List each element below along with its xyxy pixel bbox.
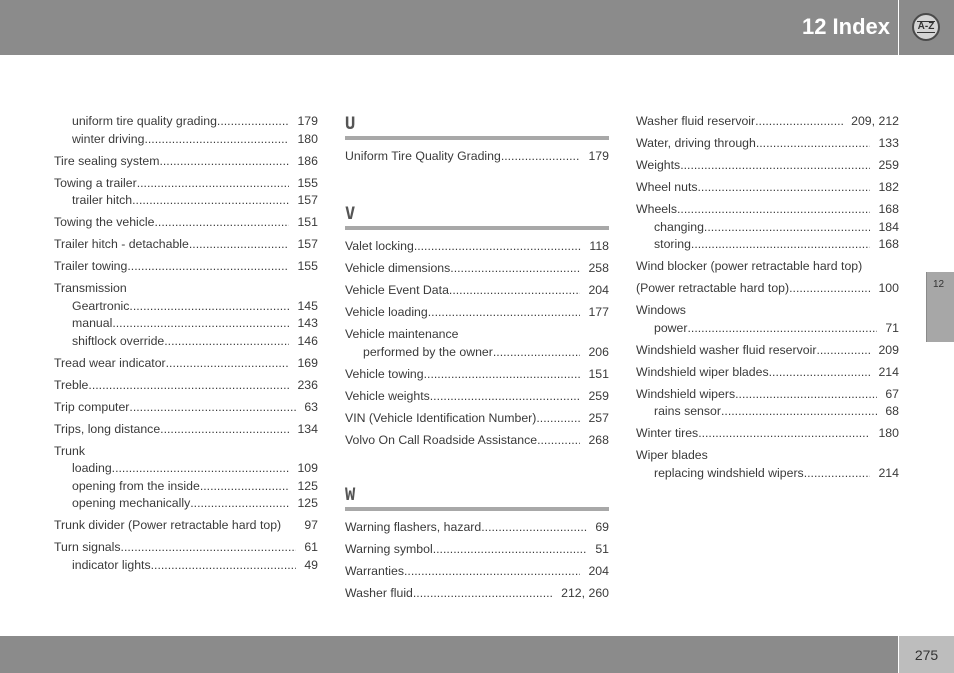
dot-leader [132, 192, 289, 210]
index-entry[interactable] [54, 557, 318, 575]
dot-leader [189, 236, 290, 254]
dot-leader [121, 539, 297, 557]
index-entry-page[interactable]: 134 [297, 421, 318, 436]
dot-leader [493, 344, 581, 362]
page-title: 12 Index [801, 14, 890, 39]
index-entry[interactable] [54, 175, 318, 193]
index-entry-page[interactable]: 118 [589, 239, 609, 253]
index-entry[interactable] [636, 280, 899, 298]
index-entry[interactable] [54, 421, 318, 439]
index-entry[interactable] [345, 410, 609, 428]
index-entry-page[interactable]: 168 [878, 202, 899, 216]
index-entry[interactable] [636, 302, 899, 320]
index-entry-label: Towing a trailer [54, 175, 137, 190]
index-entry-label: Washer fluid [345, 586, 413, 600]
dot-leader [112, 460, 290, 478]
dot-leader [721, 403, 877, 421]
dot-leader [680, 157, 870, 175]
index-entry[interactable] [636, 425, 899, 443]
index-entry-label: Valet locking [345, 239, 414, 253]
index-entry-label: shiftlock override [72, 333, 165, 348]
index-entry-page[interactable]: 155 [297, 259, 318, 273]
index-entry-page[interactable]: 236 [297, 377, 318, 392]
dot-leader [450, 260, 580, 278]
index-entry-page[interactable]: 257 [588, 411, 609, 425]
index-entry[interactable] [345, 344, 609, 362]
index-entry-label: Water, driving through [636, 136, 756, 150]
index-entry-page[interactable]: 63 [304, 399, 318, 414]
dot-leader [537, 432, 580, 450]
index-entry-label: storing [654, 237, 691, 251]
index-entry-page[interactable]: 214 [878, 465, 899, 480]
index-entry-page[interactable]: 259 [588, 389, 609, 403]
dot-leader [704, 219, 871, 237]
dot-leader [481, 519, 587, 537]
index-entry-page[interactable]: 182 [878, 180, 899, 194]
index-entry[interactable] [54, 377, 318, 395]
index-entry[interactable] [636, 201, 899, 219]
index-entry-label: Turn signals [54, 540, 121, 554]
dot-leader [112, 315, 289, 333]
dot-leader [501, 148, 581, 166]
index-entry-label: Treble [54, 377, 89, 392]
index-entry-label: Wiper blades [636, 448, 708, 462]
index-entry[interactable] [636, 157, 899, 175]
index-entry-page[interactable]: 212, 260 [561, 586, 609, 600]
index-entry[interactable] [345, 304, 609, 322]
dot-leader [691, 236, 871, 254]
index-entry[interactable] [345, 148, 609, 166]
index-entry-label: Wheels [636, 202, 678, 216]
dot-leader [536, 410, 580, 428]
index-entry[interactable] [54, 153, 318, 171]
index-entry[interactable] [54, 298, 318, 316]
page-header [0, 0, 898, 55]
index-entry-page[interactable]: 71 [885, 320, 899, 335]
dot-leader [769, 364, 871, 382]
index-entry[interactable] [345, 388, 609, 406]
index-entry-label: Trailer towing [54, 259, 128, 273]
index-entry-label: Trunk [54, 443, 85, 458]
index-entry-page[interactable]: 125 [297, 496, 318, 510]
dot-leader [154, 214, 289, 232]
index-entry-label: Trailer hitch - detachable [54, 237, 189, 251]
dot-leader [159, 153, 289, 171]
index-entry-label: Winter tires [636, 426, 699, 440]
index-entry-page[interactable]: 184 [878, 219, 899, 234]
index-entry-label: Uniform Tire Quality Grading [345, 149, 501, 163]
index-entry-label: Washer fluid reservoir [636, 114, 756, 128]
dot-leader [413, 585, 553, 603]
index-entry-label: Vehicle loading [345, 305, 428, 319]
index-entry-label: power [654, 320, 688, 335]
index-entry-page[interactable]: 109 [297, 461, 318, 475]
index-entry-label: Warning symbol [345, 542, 433, 556]
index-entry[interactable] [345, 519, 609, 537]
index-entry-label: Wheel nuts [636, 180, 698, 194]
index-entry-page[interactable]: 179 [297, 114, 318, 128]
dot-leader [200, 478, 290, 496]
index-entry-label: Warranties [345, 564, 404, 578]
dot-leader [698, 425, 870, 443]
index-entry[interactable] [54, 258, 318, 276]
dot-leader [166, 355, 290, 373]
index-entry-page[interactable]: 68 [885, 404, 899, 418]
dot-leader [789, 280, 870, 298]
index-entry-label: Windshield wipers [636, 386, 736, 401]
dot-leader [217, 113, 290, 131]
index-entry[interactable] [636, 258, 899, 276]
index-entry-label: opening from the inside [72, 478, 200, 493]
index-entry-label: winter driving [72, 131, 145, 146]
index-entry[interactable] [54, 517, 318, 535]
dot-leader [129, 399, 296, 417]
index-entry[interactable] [636, 447, 899, 465]
index-entry-label: Warning flashers, hazard [345, 520, 482, 534]
dot-leader [735, 386, 877, 404]
index-entry[interactable] [345, 563, 609, 581]
index-entry-label: performed by the owner [363, 345, 493, 359]
index-entry-label: Windshield wiper blades [636, 364, 769, 379]
index-entry[interactable] [54, 131, 318, 149]
index-entry-label: rains sensor [654, 404, 721, 418]
index-entry-page[interactable]: 259 [878, 158, 899, 172]
index-entry[interactable] [54, 399, 318, 417]
index-entry[interactable] [54, 355, 318, 373]
index-entry[interactable] [345, 238, 609, 256]
header-icon-area [899, 0, 954, 55]
index-entry[interactable] [345, 541, 609, 559]
index-entry[interactable] [636, 113, 899, 131]
index-entry-label: uniform tire quality grading [72, 114, 217, 128]
index-entry[interactable] [345, 260, 609, 278]
index-entry[interactable] [636, 465, 899, 483]
dot-leader [756, 135, 871, 153]
index-entry-page[interactable]: 61 [304, 540, 318, 554]
index-entry-label: Volvo On Call Roadside Assistance [345, 433, 538, 447]
index-entry[interactable] [636, 219, 899, 237]
index-entry-page[interactable]: 51 [595, 542, 609, 556]
index-entry-label: Geartronic [72, 298, 130, 313]
dot-leader [144, 131, 289, 149]
index-entry-page[interactable]: 186 [297, 153, 318, 168]
index-entry-page[interactable]: 157 [297, 237, 318, 251]
index-entry-page[interactable]: 168 [878, 237, 899, 251]
section-letter-v: V [345, 204, 609, 230]
index-entry-label: Towing the vehicle [54, 215, 155, 229]
index-entry-page[interactable]: 180 [297, 131, 318, 146]
index-entry[interactable] [54, 495, 318, 513]
index-entry-label: Vehicle towing [345, 367, 424, 381]
index-entry-label: loading [72, 461, 112, 475]
index-entry-page[interactable]: 209 [878, 342, 899, 357]
dot-leader [404, 563, 580, 581]
index-entry[interactable] [636, 320, 899, 338]
index-entry[interactable] [54, 236, 318, 254]
index-entry-label: trailer hitch [72, 193, 133, 207]
index-entry-label: Tire sealing system [54, 153, 160, 168]
index-entry-label: Vehicle Event Data [345, 283, 449, 297]
index-entry-page[interactable]: 100 [878, 281, 899, 295]
dot-leader [137, 175, 290, 193]
index-entry-label: manual [72, 316, 113, 330]
dot-leader [129, 298, 289, 316]
index-entry-page[interactable]: 179 [588, 149, 609, 163]
index-entry-page[interactable]: 67 [885, 386, 899, 401]
index-entry[interactable] [636, 236, 899, 254]
index-entry-label: Trip computer [54, 399, 130, 414]
section-letter-u: U [345, 114, 609, 140]
index-entry[interactable] [54, 214, 318, 232]
index-entry-label: (Power retractable hard top) [636, 281, 790, 295]
dot-leader [164, 333, 289, 351]
dot-leader [127, 258, 289, 276]
index-entry-label: Wind blocker (power retractable hard top) [636, 259, 863, 273]
dot-leader [804, 465, 871, 483]
index-entry-label: Weights [636, 158, 681, 172]
index-entry-label: Trunk divider (Power retractable hard top) [54, 518, 282, 532]
index-entry-page[interactable]: 268 [588, 433, 609, 447]
index-entry-page[interactable]: 258 [588, 261, 609, 275]
index-entry-page[interactable]: 169 [297, 355, 318, 370]
index-entry-page[interactable]: 151 [588, 367, 609, 381]
index-entry-page[interactable]: 155 [297, 175, 318, 190]
index-entry-page[interactable]: 125 [297, 478, 318, 493]
dot-leader [414, 238, 582, 256]
dot-leader [88, 377, 289, 395]
index-entry-label: Transmission [54, 281, 127, 295]
index-entry-page[interactable]: 151 [297, 215, 318, 229]
index-entry[interactable] [636, 386, 899, 404]
page-footer [0, 636, 898, 673]
index-entry[interactable] [54, 443, 318, 461]
index-entry[interactable] [636, 135, 899, 153]
index-entry-page[interactable]: 177 [588, 305, 609, 319]
index-entry-page[interactable]: 145 [297, 298, 318, 313]
index-entry-page[interactable]: 206 [588, 345, 609, 359]
dot-leader [433, 541, 588, 559]
index-entry[interactable] [54, 333, 318, 351]
section-letter-w: W [345, 485, 609, 511]
index-entry-page[interactable]: 204 [588, 283, 609, 297]
index-entry-label: Vehicle maintenance [345, 327, 459, 341]
dot-leader [677, 201, 870, 219]
dot-leader [424, 366, 581, 384]
index-entry[interactable] [54, 113, 318, 131]
index-entry-page[interactable]: 214 [878, 364, 899, 379]
index-entry[interactable] [345, 585, 609, 603]
index-entry[interactable] [345, 366, 609, 384]
chapter-tab-label: 12 [933, 279, 945, 290]
a-z-index-icon: A-Z [912, 13, 940, 41]
dot-leader [190, 495, 289, 513]
index-entry[interactable] [345, 326, 609, 344]
index-entry-label: Windows [636, 303, 686, 317]
index-entry-label: replacing windshield wipers [654, 465, 804, 480]
index-entry-page[interactable]: 133 [878, 136, 899, 150]
dot-leader [698, 179, 871, 197]
dot-leader [755, 113, 843, 131]
index-entry-page[interactable]: 209, 212 [851, 114, 899, 128]
index-entry-label: opening mechanically [72, 496, 191, 510]
dot-leader [449, 282, 581, 300]
index-entry-page[interactable]: 97 [304, 518, 318, 532]
dot-leader [430, 388, 581, 406]
dot-leader [160, 421, 289, 439]
dot-leader [688, 320, 878, 338]
index-entry[interactable] [54, 478, 318, 496]
dot-leader [816, 342, 870, 360]
index-entry-page[interactable]: 69 [595, 520, 609, 534]
index-entry[interactable] [54, 192, 318, 210]
index-entry[interactable] [636, 342, 899, 360]
index-entry[interactable] [636, 403, 899, 421]
index-entry[interactable] [54, 280, 318, 298]
index-entry-label: indicator lights [72, 557, 151, 572]
index-entry[interactable] [636, 179, 899, 197]
index-entry-page[interactable]: 146 [297, 333, 318, 348]
index-entry[interactable] [54, 315, 318, 333]
index-entry-label: Vehicle dimensions [345, 261, 451, 275]
index-entry-label: changing [654, 219, 704, 234]
index-entry[interactable] [54, 539, 318, 557]
index-entry-page[interactable]: 204 [588, 564, 609, 578]
index-entry[interactable] [345, 432, 609, 450]
index-entry[interactable] [54, 460, 318, 478]
dot-leader [428, 304, 581, 322]
index-entry[interactable] [345, 282, 609, 300]
index-entry[interactable] [636, 364, 899, 382]
dot-leader [151, 557, 297, 575]
index-entry-label: Windshield washer fluid reservoir [636, 342, 817, 357]
index-entry-page[interactable]: 180 [878, 426, 899, 440]
chapter-tab[interactable] [926, 272, 954, 342]
index-entry-page[interactable]: 157 [297, 193, 318, 207]
index-entry-page[interactable]: 143 [297, 316, 318, 330]
index-entry-page[interactable]: 49 [304, 557, 318, 572]
index-entry-label: Tread wear indicator [54, 355, 166, 370]
index-entry-label: Vehicle weights [345, 389, 430, 403]
index-entry-label: Trips, long distance [54, 421, 161, 436]
index-entry-label: VIN (Vehicle Identification Number) [345, 411, 537, 425]
page-number: 275 [899, 636, 954, 673]
